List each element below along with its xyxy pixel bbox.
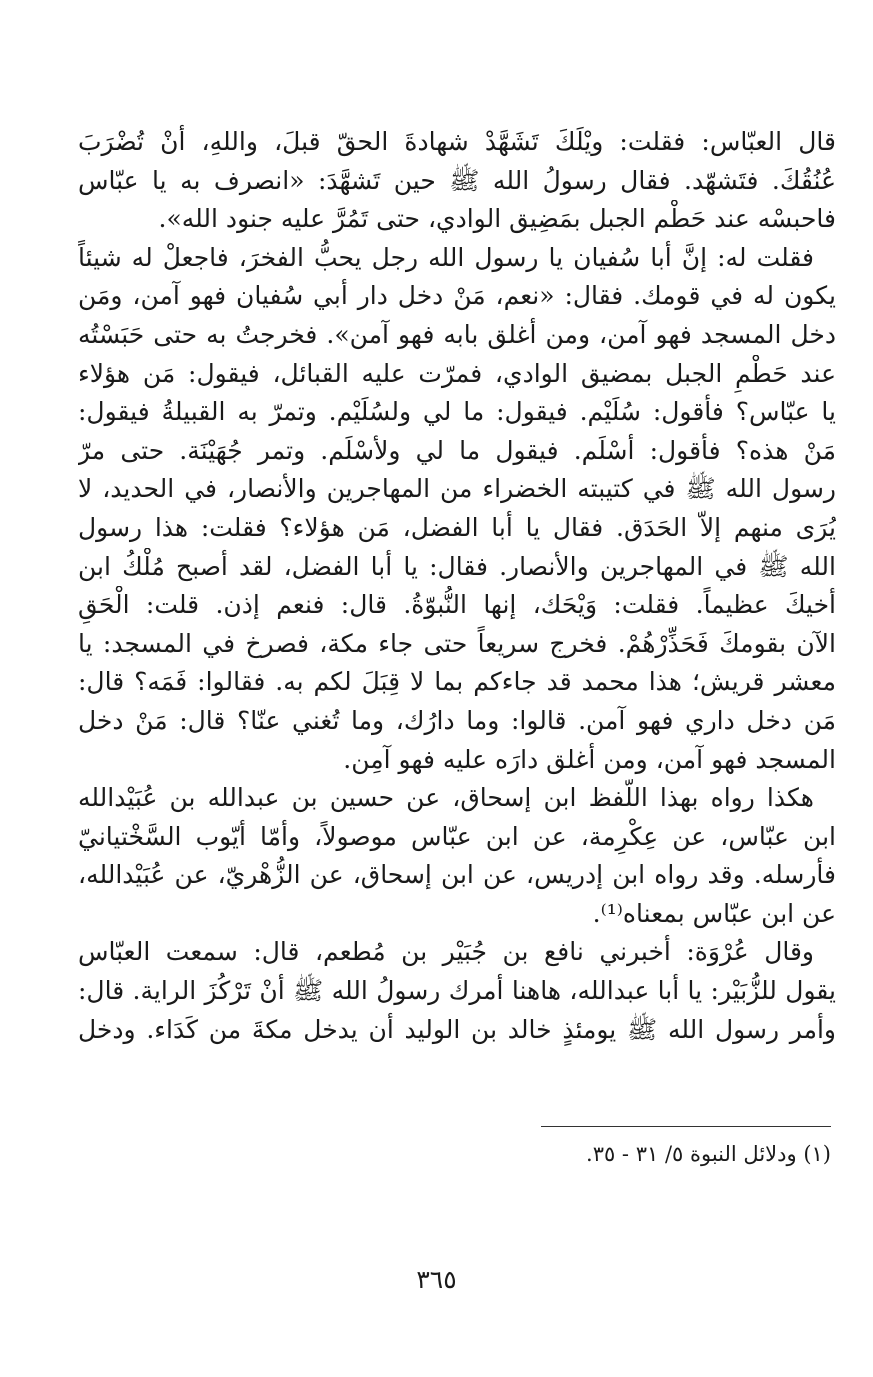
text-line: المسجد فهو آمن، ومن أغلق دارَه عليه فهو آمِن. xyxy=(343,744,836,774)
body-text xyxy=(78,123,836,1049)
text-line: رسول الله ﷺ في كتيبته الخضراء من المهاجرين والأنصار، في الحديد، لا xyxy=(78,474,836,504)
text-line: ابن عبّاس، عن عِكْرِمة، عن ابن عبّاس موصولاً، وأمّا أيّوب السَّخْتيانيّ xyxy=(78,821,836,851)
footnote-divider xyxy=(541,1126,831,1127)
text-line: الله ﷺ في المهاجرين والأنصار. فقال: يا أبا الفضل، لقد أصبح مُلْكُ ابن xyxy=(78,551,836,581)
text-line: فاحبسْه عند حَطْم الجبل بمَضِيق الوادي، حتى تَمُرَّ عليه جنود الله». xyxy=(158,204,836,234)
text-line: الآن بقومكَ فَحَذِّرْهُمْ. فخرج سريعاً حتى جاء مكة، فصرخ في المسجد: يا xyxy=(78,628,836,658)
text-line: وقال عُرْوَة: أخبرني نافع بن جُبَيْر بن مُطعم، قال: سمعت العبّاس xyxy=(78,937,814,967)
text-line: عن ابن عبّاس بمعناه⁽¹⁾. xyxy=(592,898,836,928)
text-line: فأرسله. وقد رواه ابن إدريس، عن ابن إسحاق، عن الزُّهْريّ، عن عُبَيْدالله، xyxy=(78,860,836,890)
text-line: هكذا رواه بهذا اللّفظ ابن إسحاق، عن حسين بن عبدالله بن عُبَيْدالله xyxy=(78,783,814,813)
text-line: فقلت له: إنَّ أبا سُفيان يا رسول الله رجل يحبُّ الفخرَ، فاجعلْ له شيئاً xyxy=(78,242,814,272)
text-line: عند حَطْمِ الجبل بمضيق الوادي، فمرّت عليه القبائل، فيقول: مَن هؤلاء xyxy=(78,358,836,388)
text-line: أخيكَ عظيماً. فقلت: وَيْحَك، إنها النُّبوّةُ. قال: فنعم إذن. قلت: الْحَقِ xyxy=(78,590,836,620)
text-line: قال العبّاس: فقلت: ويْلَكَ تَشَهَّدْ شهادةَ الحقّ قبلَ، واللهِ، أنْ تُضْرَبَ xyxy=(78,127,836,156)
text-line: عُنُقُكَ. فتَشهّد. فقال رسولُ الله ﷺ حين تَشهَّدَ: «انصرف به يا عبّاس xyxy=(78,165,836,195)
text-line: دخل المسجد فهو آمن، ومن أغلق بابه فهو آمن». فخرجتُ به حتى حَبَسْتُه xyxy=(78,319,836,349)
text-line: يكون له في قومك. فقال: «نعم، مَنْ دخل دار أبي سُفيان فهو آمن، ومَن xyxy=(78,281,836,311)
text-line: وأمر رسول الله ﷺ يومئذٍ خالد بن الوليد أن يدخل مكةَ من كَدَاء. ودخل xyxy=(78,1014,836,1044)
page-number: ٣٦٥ xyxy=(416,1265,457,1294)
footnote: (١) ودلائل النبوة ٥/ ٣١ - ٣٥. xyxy=(586,1142,831,1166)
text-line: يقول للزُّبَيْر: يا أبا عبدالله، هاهنا أمرك رسولُ الله ﷺ أنْ تَرْكُزَ الراية. قال: xyxy=(78,976,836,1006)
text-line: مَنْ هذه؟ فأقول: أسْلَم. فيقول ما لي ولأسْلَم. وتمر جُهَيْنَة. حتى مرّ xyxy=(78,435,836,465)
text-line: يُرَى منهم إلاّ الحَدَق. فقال يا أبا الفضل، مَن هؤلاء؟ فقلت: هذا رسول xyxy=(78,512,836,542)
text-line: يا عبّاس؟ فأقول: سُلَيْم. فيقول: ما لي ولسُلَيْم. وتمرّ به القبيلةُ فيقول: xyxy=(78,397,836,427)
text-line: معشر قريش؛ هذا محمد قد جاءكم بما لا قِبَلَ لكم به. فقالوا: فَمَه؟ قال: xyxy=(78,667,836,697)
text-line: مَن دخل داري فهو آمن. قالوا: وما دارُك، وما تُغني عنّا؟ قال: مَنْ دخل xyxy=(78,705,836,735)
